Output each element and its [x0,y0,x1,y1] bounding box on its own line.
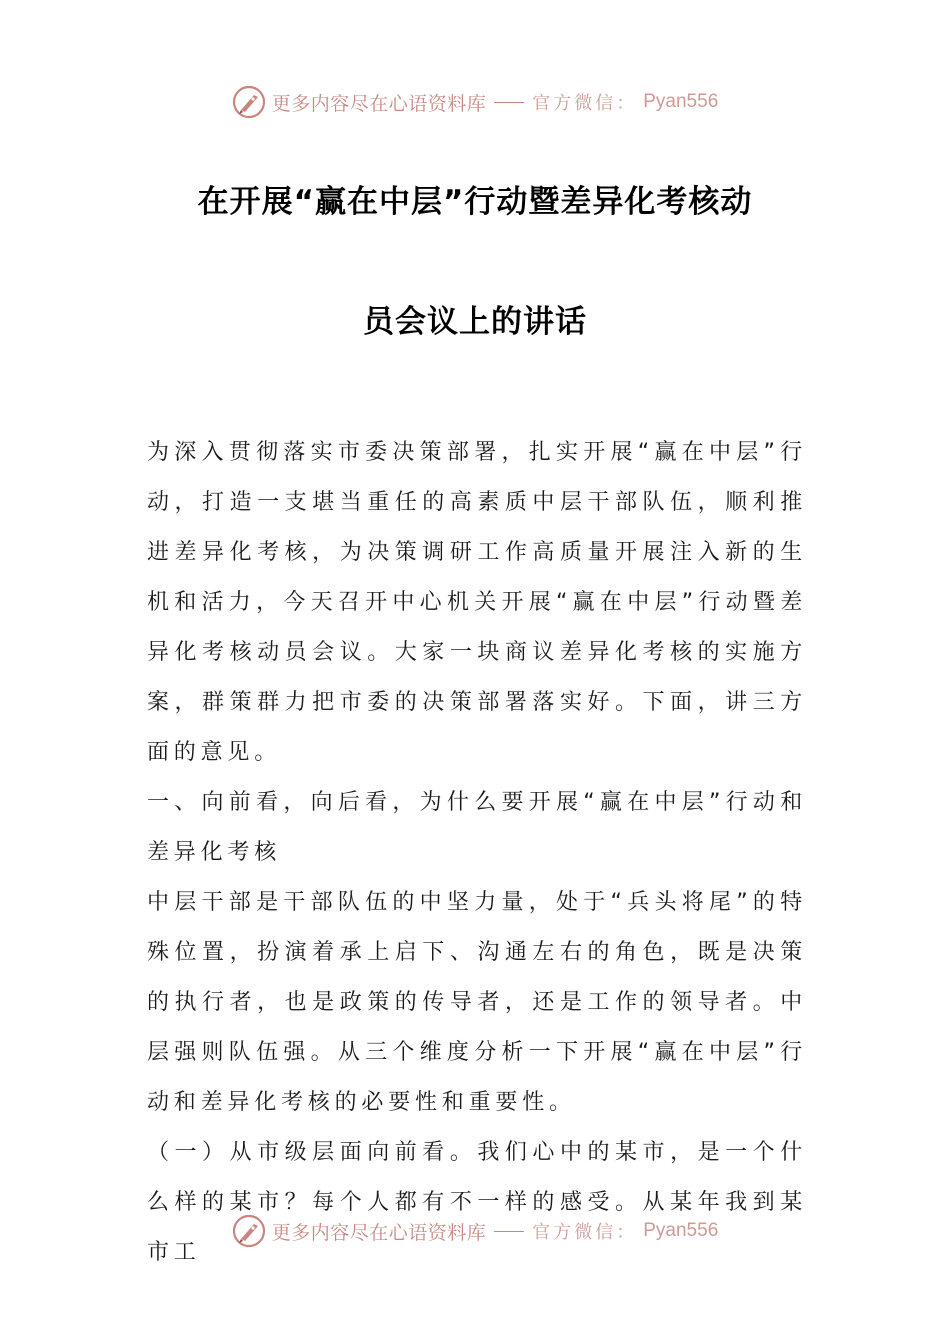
header-watermark-banner [0,80,950,124]
body-paragraph-middle-cadres: 中层干部是干部队伍的中坚力量，处于“兵头将尾”的特殊位置，扮演着承上启下、沟通左右的角色，既是决策的执行者，也是政策的传导者，还是工作的领导者。中层强则队伍强。从三个维度分析一下开展“赢在中层”行动和差异化考核的必要性和重要性。 [147,890,807,1115]
watermark-divider [494,102,524,103]
section-heading-1: 一、向前看，向后看，为什么要开展“赢在中层”行动和差异化考核 [147,790,807,865]
pen-nib-logo-icon [232,1214,266,1248]
document-title-line-2: 员会议上的讲话 [363,304,587,340]
watermark-wechat-id: Pyan556 [643,91,719,112]
document-body [147,428,807,1278]
watermark-wechat-label: 官方微信： [532,93,638,114]
pen-nib-logo-icon [232,85,266,119]
watermark-slogan: 更多内容尽在心语资料库 [271,92,487,115]
document-title-line-1: 在开展“赢在中层”行动暨差异化考核动 [197,184,753,220]
footer-watermark-banner [0,1209,950,1253]
watermark-divider [494,1231,524,1232]
body-paragraph-intro: 为深入贯彻落实市委决策部署，扎实开展“赢在中层”行动，打造一支堪当重任的高素质中层干部队伍，顺利推进差异化考核，为决策调研工作高质量开展注入新的生机和活力，今天召开中心机关开展“赢在中层”行动暨差异化考核动员会议。大家一块商议差异化考核的实施方案，群策群力把市委的决策部署落实好。下面，讲三方面的意见。 [147,440,807,765]
watermark-slogan: 更多内容尽在心语资料库 [271,1221,487,1244]
subsection-heading-1: （一）从市级层面向前看。我们心中的某市，是一个什么样的某市？每个人都有不一样的感受。从某年我到某市工 [147,1140,807,1265]
watermark-wechat-id: Pyan556 [643,1220,719,1241]
watermark-wechat-label: 官方微信： [532,1222,638,1243]
